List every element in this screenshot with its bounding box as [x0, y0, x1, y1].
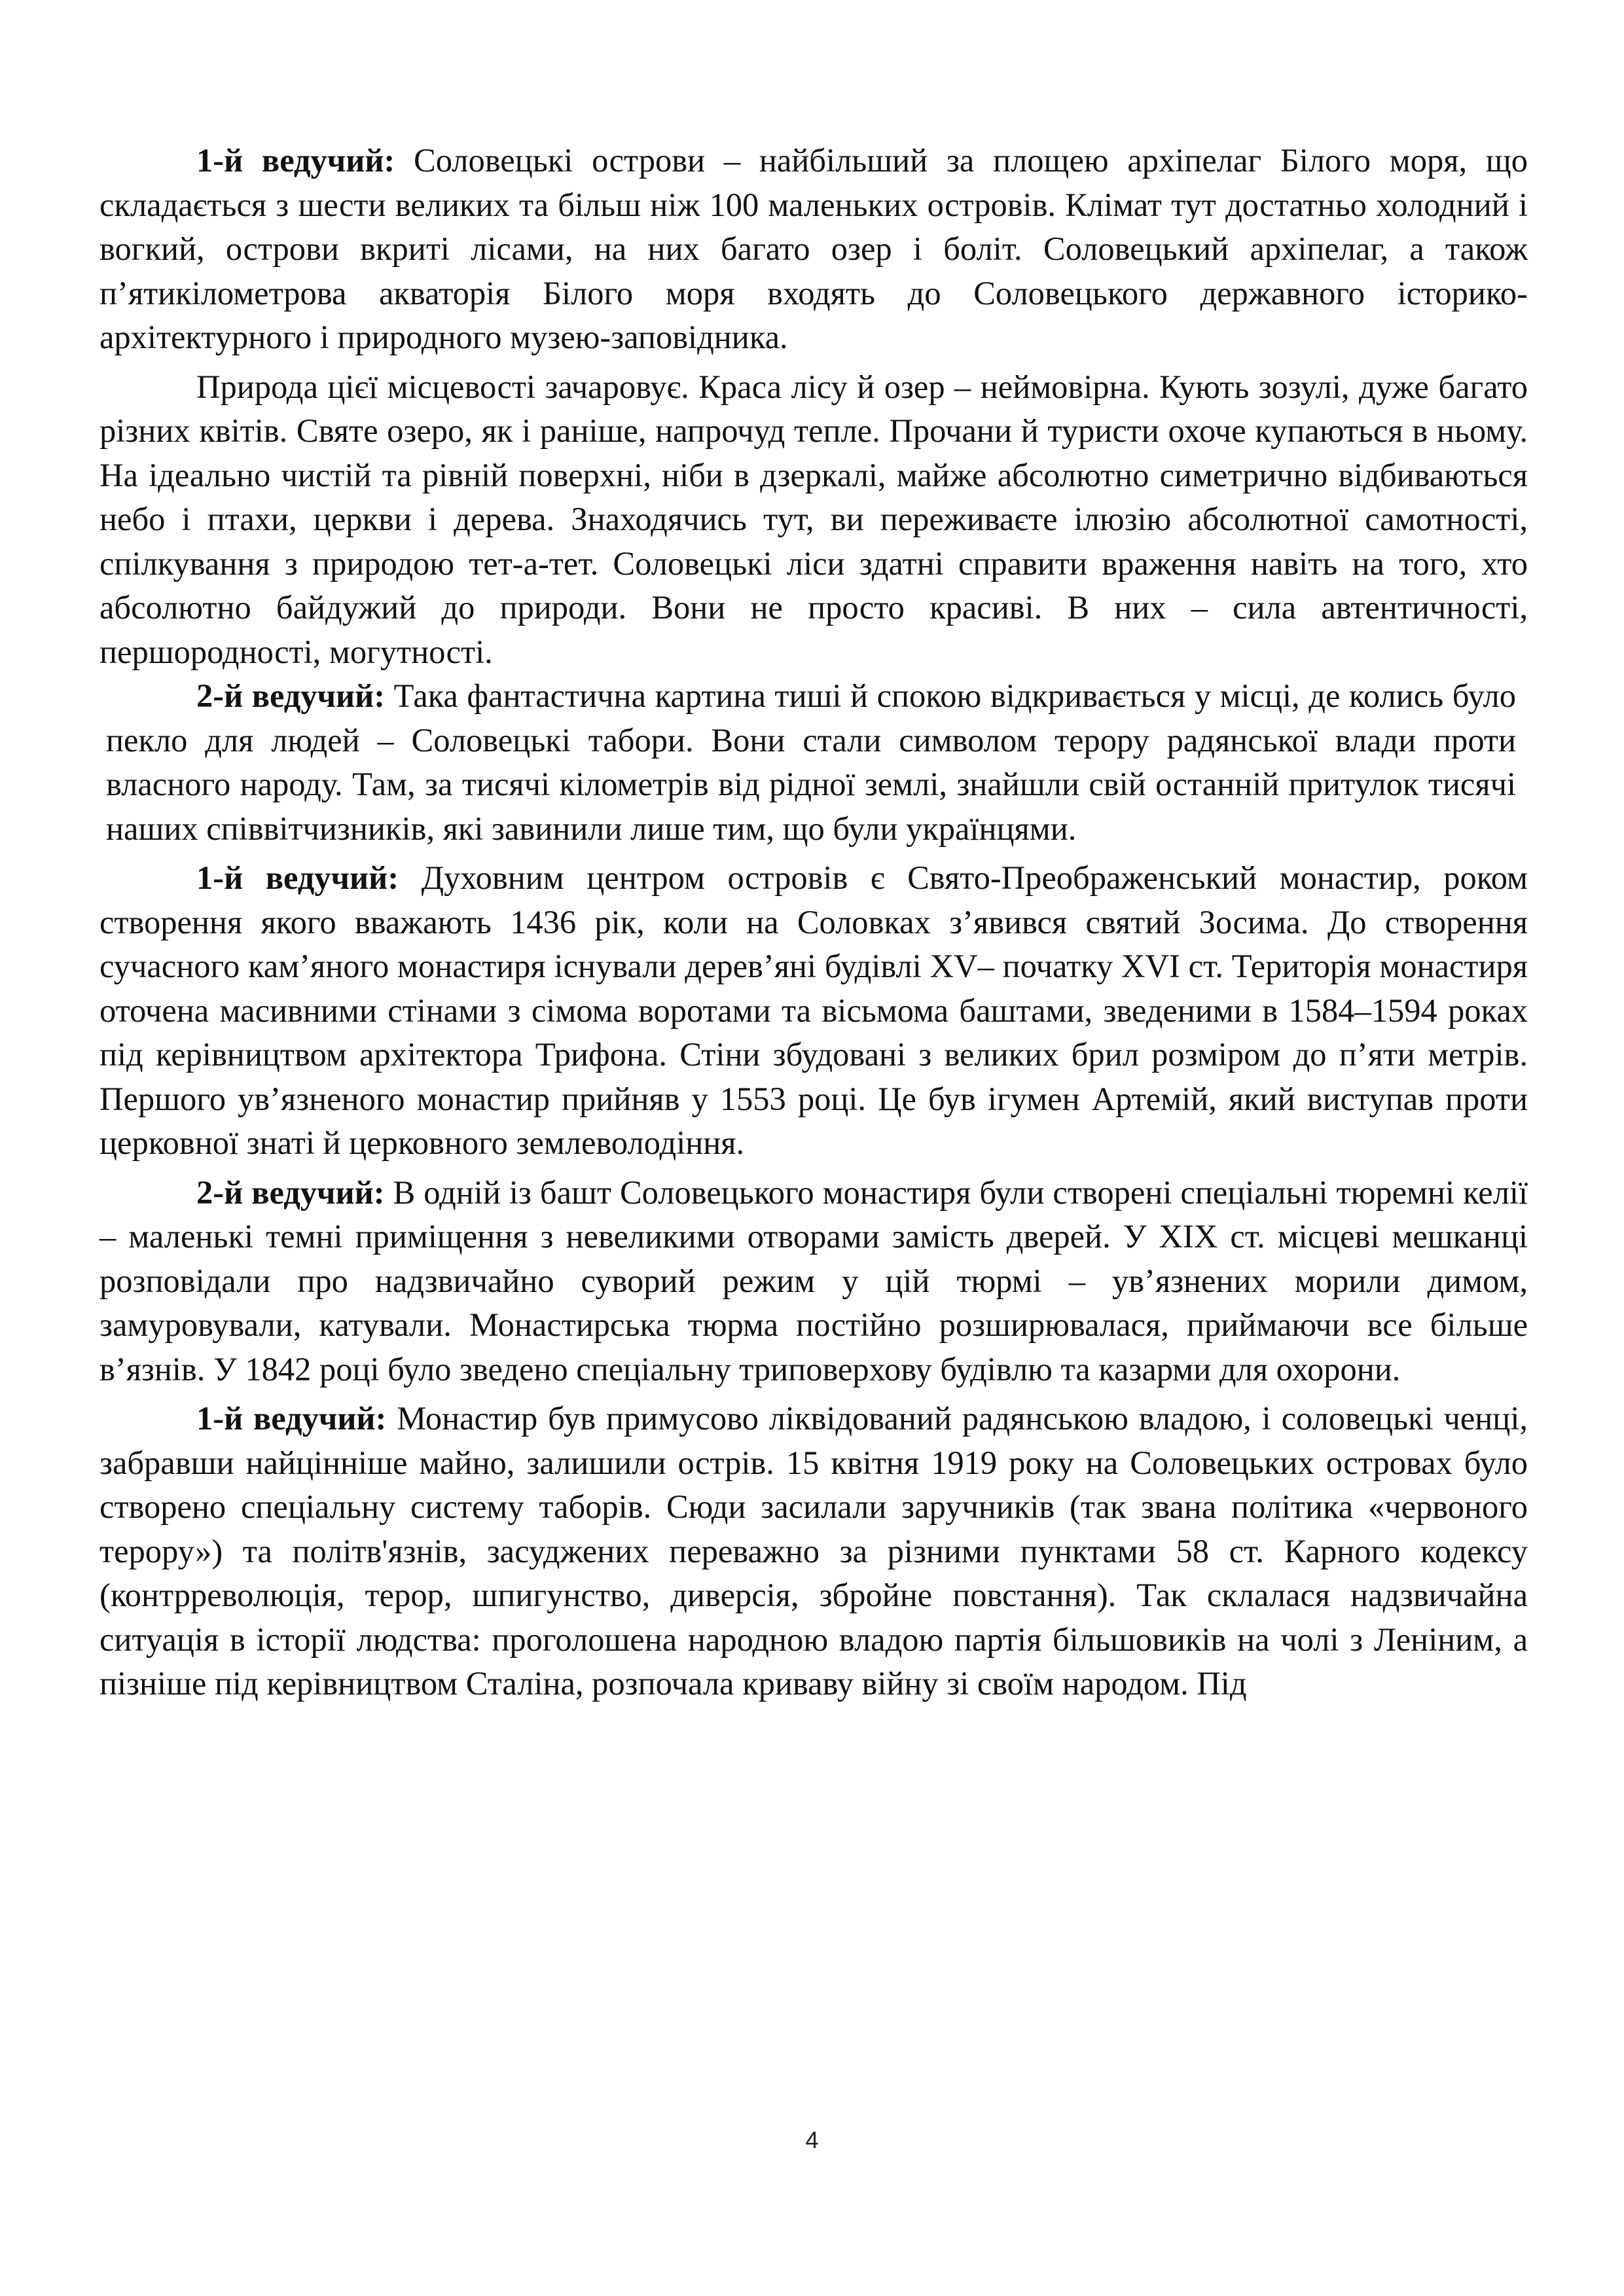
paragraph-text: Така фантастична картина тиші й спокою відкривається у місці, де колись було пекло для людей – Соловецькі табори. Вони стали символом терору радянської влади проти власного народу. Там, за тисячі кілометрів від рідної землі, знайшли свій останній притулок тисячі наших співвітчизників, які завинили лише тим, що були українцями. [106, 677, 1516, 847]
paragraph-6 [99, 1397, 1528, 1706]
paragraph-text: Монастир був примусово ліквідований радянською владою, і соловецькі ченці, забравши найцінніше майно, залишили острів. 15 квітня 1919 року на Соловецьких островах було створено спеціальну систему таборів. Сюди засилали заручників (так звана політика «червоного терору») та політв'язнів, засуджених переважно за різними пунктами 58 ст. Карного кодексу (контрреволюція, терор, шпигунство, диверсія, збройне повстання). Так склалася надзвичайна ситуація в історії людства: проголошена народною владою партія більшовиків на чолі з Леніним, а пізніше під керівництвом Сталіна, розпочала криваву війну зі своїм народом. Під [99, 1400, 1528, 1702]
paragraph-4 [99, 856, 1528, 1166]
paragraph-text: В одній із башт Соловецького монастиря були створені спеціальні тюремні келії – маленькі темні приміщення з невеликими отворами замість дверей. У XIX ст. місцеві мешканці розповідали про надзвичайно суворий режим у цій тюрмі – ув’язнених морили димом, замуровували, катували. Монастирська тюрма постійно розширювалася, приймаючи все більше в’язнів. У 1842 році було зведено спеціальну триповерхову будівлю та казарми для охорони. [99, 1174, 1528, 1388]
speaker-label: 1-й ведучий: [196, 859, 399, 896]
document-body [99, 139, 1528, 1706]
paragraph-text: Духовним центром островів є Свято-Преображенський монастир, роком створення якого вважають 1436 рік, коли на Соловках з’явився святий Зосима. До створення сучасного кам’яного монастиря існували дерев’яні будівлі XV– початку XVI ст. Територія монастиря оточена масивними стінами з сімома воротами та вісьмома баштами, зведеними в 1584–1594 роках під керівництвом архітектора Трифона. Стіни збудовані з великих брил розміром до п’яти метрів. Першого ув’язненого монастир прийняв у 1553 році. Це був ігумен Артемій, який виступав проти церковної знаті й церковного землеволодіння. [99, 859, 1528, 1161]
speaker-label: 2-й ведучий: [196, 677, 386, 714]
speaker-label: 2-й ведучий: [196, 1174, 385, 1211]
paragraph-2 [99, 365, 1528, 675]
paragraph-1 [99, 139, 1528, 360]
paragraph-text: Соловецькі острови – найбільший за площею архіпелаг Білого моря, що складається з шести великих та більш ніж 100 маленьких островів. Клімат тут достатньо холодний і вогкий, острови вкриті лісами, на них багато озер і боліт. Соловецький архіпелаг, а також п’ятикілометрова акваторія Білого моря входять до Соловецького державного історико-архітектурного і природного музею-заповідника. [99, 142, 1528, 355]
speaker-label: 1-й ведучий: [196, 142, 395, 179]
page-number: 4 [805, 2126, 819, 2153]
paragraph-5 [99, 1171, 1528, 1392]
paragraph-3 [106, 674, 1516, 851]
paragraph-text: Природа цієї місцевості зачаровує. Краса лісу й озер – неймовірна. Кують зозулі, дуже багато різних квітів. Святе озеро, як і раніше, напрочуд тепле. Прочани й туристи охоче купаються в ньому. На ідеально чистій та рівній поверхні, ніби в дзеркалі, майже абсолютно симетрично відбиваються небо і птахи, церкви і дерева. Знаходячись тут, ви переживаєте ілюзію абсолютної самотності, спілкування з природою тет-а-тет. Соловецькі ліси здатні справити враження навіть на того, хто абсолютно байдужий до природи. Вони не просто красиві. В них – сила автентичності, першородності, могутності. [99, 368, 1528, 670]
speaker-label: 1-й ведучий: [196, 1400, 387, 1437]
